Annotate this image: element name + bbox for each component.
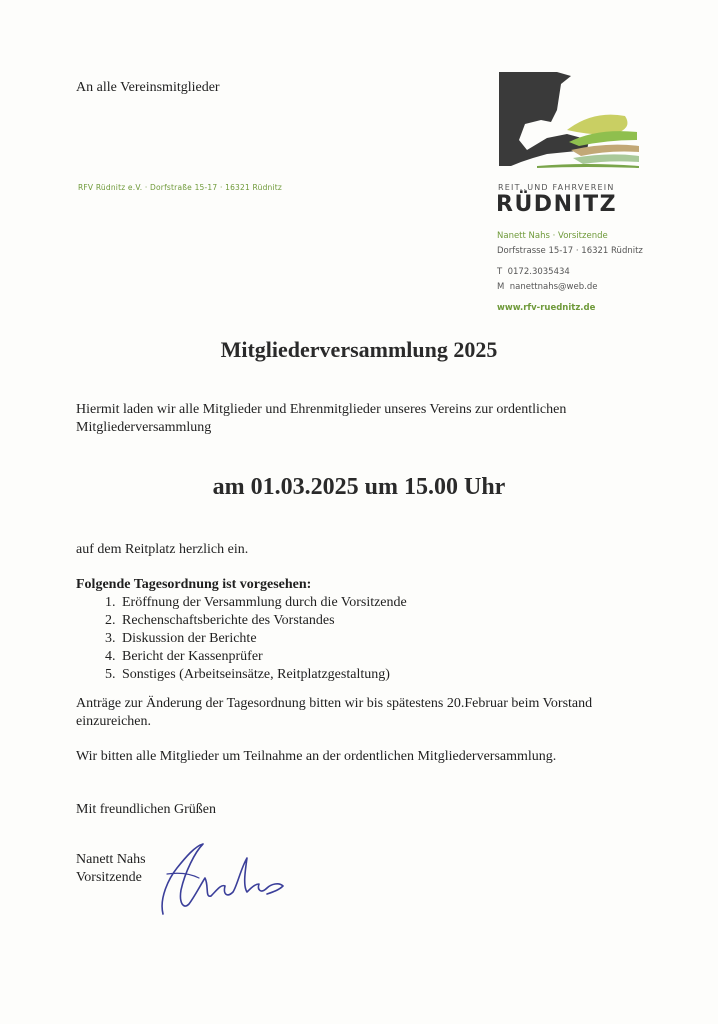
sender-address-line: RFV Rüdnitz e.V. · Dorfstraße 15-17 · 16321 Rüdnitz (78, 183, 283, 192)
location-line: auf dem Reitplatz herzlich ein. (76, 542, 249, 557)
agenda-item: 5. Sonstiges (Arbeitseinsätze, Reitplatzgestaltung) (119, 666, 679, 684)
signer-name: Nanett Nahs (76, 852, 146, 867)
meeting-date: am 01.03.2025 um 15.00 Uhr (212, 474, 506, 500)
document-title: Mitgliederversammlung 2025 (220, 337, 498, 362)
contact-phone-row (497, 265, 643, 280)
intro-paragraph: Hiermit laden wir alle Mitglieder und Ehrenmitglieder unseres Vereins zur ordentlichen Mitgliederversammlung (76, 402, 567, 435)
contact-address: Dorfstrasse 15-17 · 16321 Rüdnitz (497, 246, 643, 256)
signer-role: Vorsitzende (76, 870, 142, 885)
contact-website: www.rfv-ruednitz.de (497, 303, 596, 313)
motions-paragraph: Anträge zur Änderung der Tagesordnung bitten wir bis spätestens 20.Februar beim Vorstand einzureichen. (76, 696, 593, 729)
contact-block (497, 229, 643, 316)
phone-label: T (497, 267, 503, 277)
recipient-line: An alle Vereinsmitglieder (76, 80, 220, 95)
contact-name: Nanett Nahs · Vorsitzende (497, 231, 608, 241)
agenda-item: 3. Diskussion der Berichte (119, 630, 679, 648)
closing-greeting: Mit freundlichen Grüßen (76, 802, 216, 817)
mail-label: M (497, 282, 505, 292)
signer-block (76, 851, 146, 887)
agenda-item: 4. Bericht der Kassenprüfer (119, 648, 679, 666)
agenda-heading: Folgende Tagesordnung ist vorgesehen: (76, 577, 312, 592)
contact-email: nanettnahs@web.de (509, 282, 598, 292)
signature-icon (155, 838, 290, 920)
club-name-small: REIT..UND FAHRVEREIN (498, 183, 615, 192)
club-name: RÜDNITZ (496, 192, 618, 217)
contact-phone: 0172.3035434 (507, 267, 570, 277)
agenda-list (76, 594, 679, 684)
agenda-item: 2. Rechenschaftsberichte des Vorstandes (119, 612, 679, 630)
invite-paragraph: Wir bitten alle Mitglieder um Teilnahme an der ordentlichen Mitgliederversammlung. (76, 749, 557, 764)
contact-email-row (497, 280, 643, 295)
agenda-item: 1. Eröffnung der Versammlung durch die Vorsitzende (119, 594, 679, 612)
